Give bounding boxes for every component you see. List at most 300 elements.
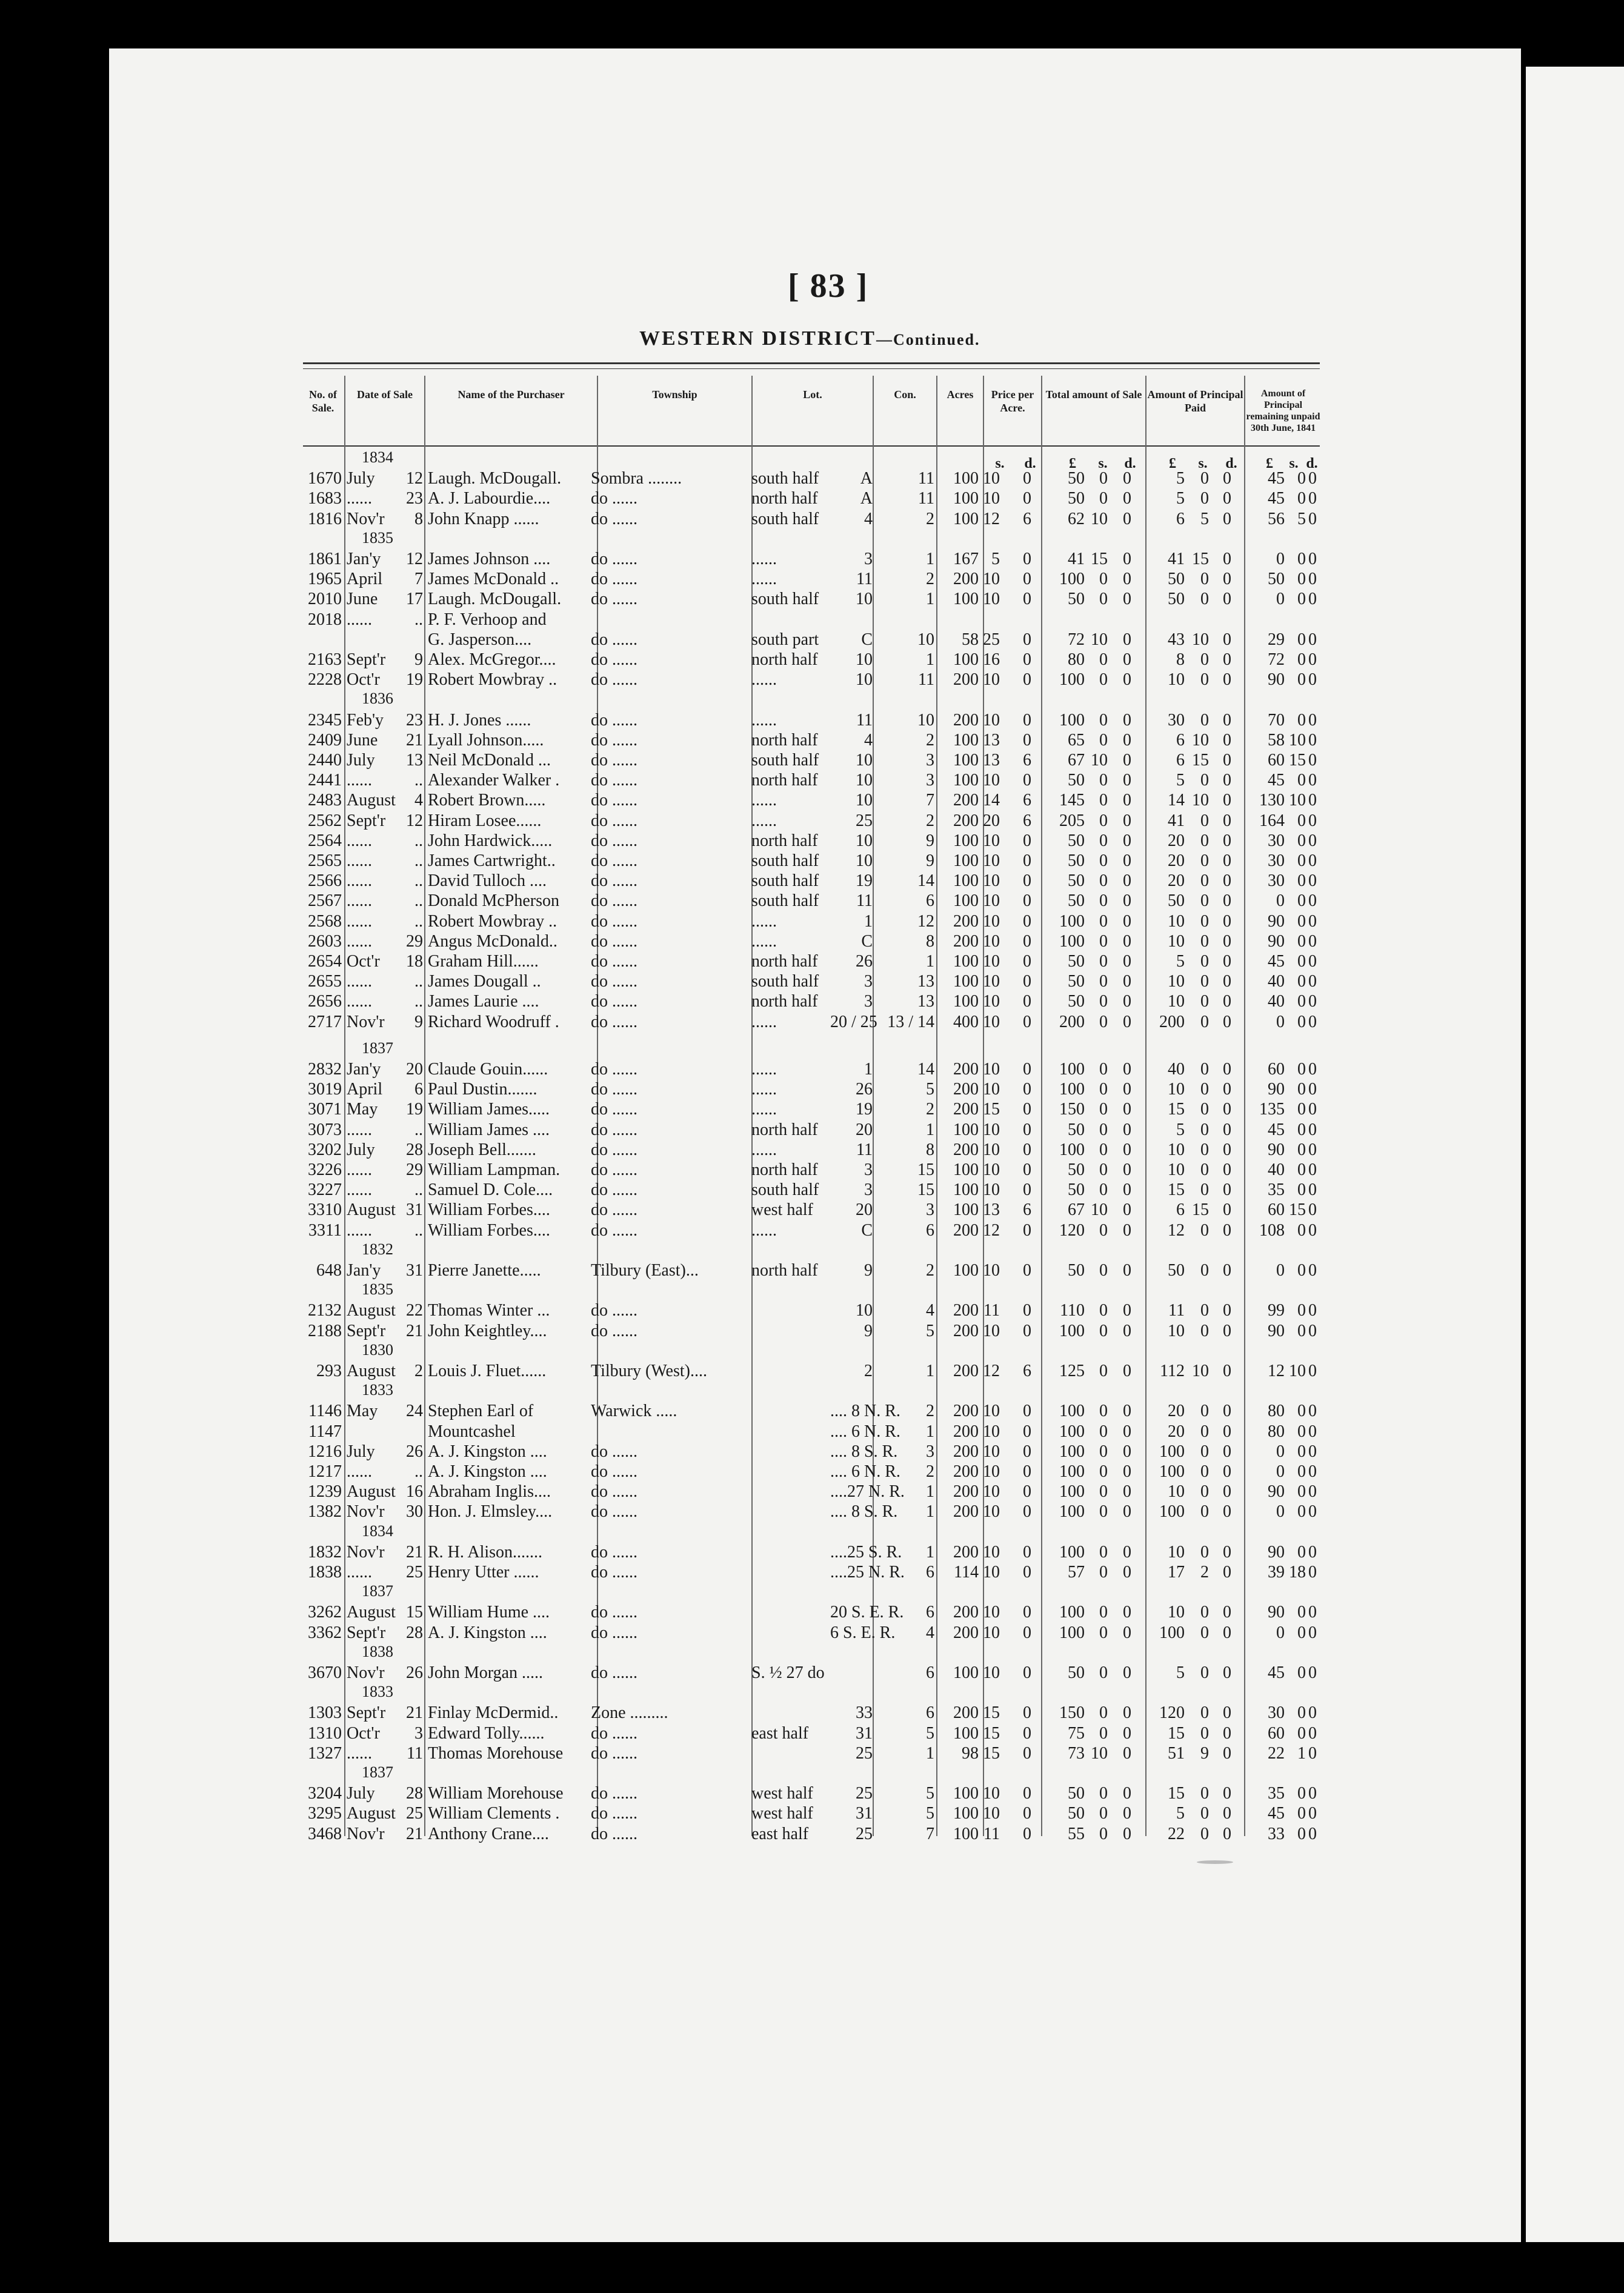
purchaser-name: James Dougall ..: [428, 972, 541, 991]
price-pence: 0: [1023, 891, 1031, 911]
paid-pence: 0: [1223, 1462, 1231, 1481]
sale-month: July: [347, 1784, 375, 1803]
unpaid-pounds: 30: [1268, 851, 1285, 870]
paid-pence: 0: [1223, 1402, 1231, 1421]
unpaid-shillings: 0: [1297, 851, 1306, 870]
sub-s: s.: [1198, 456, 1208, 471]
total-pence: 0: [1123, 1703, 1131, 1723]
year-label: 1832: [362, 1240, 393, 1258]
sale-day: 23: [406, 710, 423, 730]
purchaser-name: R. H. Alison.......: [428, 1542, 543, 1562]
paid-pounds: 10: [1168, 1603, 1185, 1622]
sale-number: 2567: [308, 891, 342, 911]
lot-part: south half: [751, 871, 819, 891]
paid-shillings: 0: [1200, 1140, 1209, 1159]
township: Tilbury (West)....: [591, 1362, 707, 1380]
unpaid-shillings: 10: [1289, 1362, 1306, 1380]
paid-shillings: 0: [1200, 1723, 1209, 1743]
price-pence: 0: [1023, 1442, 1031, 1461]
total-pounds: 50: [1068, 891, 1085, 911]
paid-pence: 0: [1223, 1012, 1231, 1031]
concession: 2: [926, 730, 934, 750]
unpaid-pence: 0: [1308, 1080, 1317, 1099]
unpaid-pounds: 50: [1268, 570, 1285, 589]
unpaid-pounds: 80: [1268, 1402, 1285, 1421]
unpaid-pence: 0: [1308, 952, 1317, 971]
table-row: [0, 1401, 1624, 1422]
acres: 100: [953, 1784, 979, 1803]
total-pence: 0: [1123, 570, 1131, 589]
purchaser-name: A. J. Kingston ....: [428, 1442, 547, 1461]
table-row: [0, 1783, 1624, 1804]
paid-pence: 0: [1223, 891, 1231, 911]
unpaid-pence: 0: [1308, 831, 1317, 850]
total-pence: 0: [1123, 1502, 1131, 1522]
sale-number: 2188: [308, 1321, 342, 1340]
sub-pound: £: [1069, 456, 1076, 471]
purchaser-name: William James.....: [428, 1100, 550, 1119]
sale-month: Oct'r: [347, 1723, 380, 1743]
lot-number: 25: [856, 1784, 873, 1803]
table-row: [0, 670, 1624, 690]
unpaid-shillings: 0: [1297, 1784, 1306, 1803]
header-township: Township: [652, 388, 697, 401]
sale-number: 1838: [308, 1563, 342, 1582]
price-shillings: 11: [983, 1301, 1000, 1320]
total-pence: 0: [1123, 509, 1131, 528]
paid-pounds: 10: [1168, 911, 1185, 931]
paid-pounds: 20: [1168, 871, 1185, 891]
unpaid-pence: 0: [1308, 871, 1317, 891]
township: do ......: [591, 851, 637, 870]
ink-smudge: [1197, 1860, 1233, 1864]
lot-part: south half: [751, 1180, 819, 1200]
total-pence: 0: [1123, 891, 1131, 911]
price-shillings: 10: [983, 992, 1000, 1011]
acres: 100: [953, 851, 979, 870]
table-row: [0, 971, 1624, 992]
sale-day: 21: [406, 730, 423, 750]
lot-number: .... 8 N. R.: [830, 1402, 900, 1421]
concession: 11: [918, 670, 934, 690]
lot-number: 10: [856, 650, 873, 669]
sale-month: ......: [347, 891, 372, 911]
sale-number: 2564: [308, 831, 342, 850]
paid-shillings: 0: [1200, 1321, 1209, 1340]
total-shillings: 10: [1091, 509, 1108, 528]
township: do ......: [591, 1623, 637, 1642]
paid-pence: 0: [1223, 1603, 1231, 1622]
paid-shillings: 0: [1200, 1703, 1209, 1723]
township: do ......: [591, 811, 637, 830]
township: do ......: [591, 509, 637, 528]
total-pounds: 100: [1059, 670, 1085, 690]
unpaid-shillings: 15: [1289, 751, 1306, 770]
total-pence: 0: [1123, 550, 1131, 568]
sale-month: ......: [347, 851, 372, 870]
acres: 200: [953, 1100, 979, 1119]
total-shillings: 0: [1099, 791, 1108, 810]
lot-number: 20: [856, 1120, 873, 1139]
total-shillings: 0: [1099, 1180, 1108, 1200]
price-pence: 6: [1023, 1362, 1031, 1380]
lot-part: ......: [751, 811, 777, 830]
lot-number: 10: [856, 771, 873, 790]
purchaser-name: Neil McDonald ...: [428, 751, 551, 770]
paid-shillings: 10: [1192, 1362, 1209, 1380]
table-row: [0, 488, 1624, 509]
concession: 1: [926, 1422, 934, 1441]
price-pence: 0: [1023, 1784, 1031, 1803]
sale-number: 2018: [308, 610, 342, 629]
lot-number: 25: [856, 811, 873, 830]
lot-part: north half: [751, 1261, 818, 1280]
purchaser-name: Alex. McGregor....: [428, 650, 556, 669]
acres: 100: [953, 730, 979, 750]
unpaid-pence: 0: [1308, 1140, 1317, 1159]
total-pence: 0: [1123, 1301, 1131, 1320]
concession: 5: [926, 1804, 934, 1823]
price-pence: 0: [1023, 570, 1031, 589]
paid-pounds: 10: [1168, 1160, 1185, 1179]
sale-number: 2345: [308, 710, 342, 730]
concession: 10: [917, 710, 934, 730]
acres: 200: [953, 1462, 979, 1481]
sale-day: ..: [414, 972, 423, 991]
concession: 1: [926, 1743, 934, 1763]
unpaid-pence: 0: [1308, 1623, 1317, 1642]
paid-pounds: 5: [1176, 1804, 1185, 1823]
township: do ......: [591, 891, 637, 911]
sale-month: August: [347, 791, 396, 810]
paid-pounds: 5: [1176, 771, 1185, 790]
paid-pence: 0: [1223, 1824, 1231, 1843]
concession: 2: [926, 1402, 934, 1421]
sale-day: 12: [406, 469, 423, 488]
sale-day: 21: [406, 1321, 423, 1340]
unpaid-shillings: 0: [1297, 1060, 1306, 1079]
sale-month: May: [347, 1100, 378, 1119]
table-row: [0, 1462, 1624, 1482]
concession: 8: [926, 931, 934, 951]
total-shillings: 0: [1099, 1703, 1108, 1723]
year-label: 1834: [362, 1522, 393, 1540]
price-pence: 0: [1023, 1723, 1031, 1743]
sale-month: August: [347, 1200, 396, 1220]
sale-day: 12: [406, 550, 423, 568]
acres: 100: [953, 1663, 979, 1682]
total-shillings: 0: [1099, 650, 1108, 669]
purchaser-name: A. J. Labourdie....: [428, 489, 551, 508]
sub-d: d.: [1124, 456, 1136, 471]
table-row: [0, 710, 1624, 731]
township: do ......: [591, 771, 637, 790]
price-shillings: 10: [983, 1060, 1000, 1079]
total-pounds: 125: [1059, 1362, 1085, 1380]
unpaid-shillings: 0: [1297, 469, 1306, 488]
purchaser-name: Donald McPherson: [428, 891, 559, 911]
price-pence: 0: [1023, 730, 1031, 750]
price-shillings: 10: [983, 1080, 1000, 1099]
header-lot: Lot.: [803, 388, 822, 401]
township: do ......: [591, 1220, 637, 1240]
sale-day: ..: [414, 911, 423, 931]
acres: 200: [953, 911, 979, 931]
total-shillings: 0: [1099, 1100, 1108, 1119]
paid-pounds: 10: [1168, 931, 1185, 951]
acres: 200: [953, 1502, 979, 1522]
lot-number: .... 6 N. R.: [830, 1462, 900, 1481]
price-shillings: 10: [983, 1422, 1000, 1441]
acres: 100: [953, 871, 979, 891]
table-row: [0, 1160, 1624, 1180]
table-row: [0, 549, 1624, 570]
table-row: [0, 851, 1624, 871]
total-shillings: 0: [1099, 891, 1108, 911]
table-row: [0, 650, 1624, 670]
sale-number: 2228: [308, 670, 342, 690]
unpaid-pounds: 35: [1268, 1180, 1285, 1200]
price-pence: 0: [1023, 1140, 1031, 1159]
unpaid-pounds: 90: [1268, 931, 1285, 951]
total-pence: 0: [1123, 791, 1131, 810]
acres: 100: [953, 469, 979, 488]
paid-pence: 0: [1223, 931, 1231, 951]
township: do ......: [591, 992, 637, 1011]
acres: 100: [953, 489, 979, 508]
total-shillings: 15: [1091, 550, 1108, 568]
paid-pence: 0: [1223, 952, 1231, 971]
sale-day: ..: [414, 851, 423, 870]
price-pence: 0: [1023, 1120, 1031, 1139]
sale-month: ......: [347, 1563, 372, 1582]
total-pence: 0: [1123, 1220, 1131, 1240]
price-shillings: 10: [983, 670, 1000, 690]
purchaser-name: Hiram Losee......: [428, 811, 542, 830]
header-price: Price per Acre.: [991, 388, 1034, 414]
unpaid-pounds: 90: [1268, 670, 1285, 690]
unpaid-pence: 0: [1308, 710, 1317, 730]
unpaid-shillings: 0: [1297, 891, 1306, 911]
table-row: [0, 1482, 1624, 1502]
sub-s: s.: [1098, 456, 1108, 471]
table-row: [0, 569, 1624, 590]
township: do ......: [591, 550, 637, 568]
paid-shillings: 9: [1200, 1743, 1209, 1763]
total-pence: 0: [1123, 650, 1131, 669]
unpaid-pounds: 30: [1268, 831, 1285, 850]
paid-pence: 0: [1223, 1080, 1231, 1099]
price-shillings: 10: [983, 931, 1000, 951]
header-acres: Acres: [947, 388, 974, 401]
sale-day: 25: [406, 1563, 423, 1582]
sale-number: 3071: [308, 1100, 342, 1119]
paid-pence: 0: [1223, 1422, 1231, 1441]
paid-pounds: 112: [1160, 1362, 1185, 1380]
sale-number: 3204: [308, 1784, 342, 1803]
sale-day: 7: [414, 570, 423, 589]
unpaid-pounds: 45: [1268, 469, 1285, 488]
paid-shillings: 15: [1192, 1200, 1209, 1220]
paid-shillings: 15: [1192, 550, 1209, 568]
sale-month: ......: [347, 610, 372, 629]
township: do ......: [591, 670, 637, 690]
total-pounds: 75: [1068, 1723, 1085, 1743]
price-pence: 0: [1023, 1603, 1031, 1622]
sale-number: 1146: [308, 1402, 342, 1421]
price-pence: 0: [1023, 1804, 1031, 1823]
sub-d: d.: [1024, 456, 1036, 471]
paid-pounds: 100: [1159, 1502, 1185, 1522]
sale-month: Nov'r: [347, 1824, 385, 1843]
table-row: [0, 1824, 1624, 1845]
acres: 200: [953, 791, 979, 810]
township: do ......: [591, 1824, 637, 1843]
sale-number: 3226: [308, 1160, 342, 1179]
sale-day: 29: [406, 931, 423, 951]
township: do ......: [591, 831, 637, 850]
paid-shillings: 0: [1200, 1012, 1209, 1031]
purchaser-name: Thomas Winter ...: [428, 1301, 550, 1320]
lot-part: south half: [751, 891, 819, 911]
paid-shillings: 0: [1200, 469, 1209, 488]
total-shillings: 0: [1099, 489, 1108, 508]
sale-month: Nov'r: [347, 1542, 385, 1562]
lot-part: ......: [751, 931, 777, 951]
unpaid-pence: 0: [1308, 1100, 1317, 1119]
unpaid-shillings: 0: [1297, 1140, 1306, 1159]
total-pounds: 50: [1068, 1261, 1085, 1280]
concession: 7: [926, 791, 934, 810]
lot-number: 26: [856, 952, 873, 971]
total-pounds: 50: [1068, 871, 1085, 891]
township: do ......: [591, 590, 637, 609]
total-shillings: 0: [1099, 1442, 1108, 1461]
lot-number: 9: [864, 1261, 873, 1280]
total-pence: 0: [1123, 1603, 1131, 1622]
unpaid-pounds: 45: [1268, 1120, 1285, 1139]
price-shillings: 15: [983, 1703, 1000, 1723]
sale-number: 1147: [308, 1422, 342, 1441]
sale-month: May: [347, 1402, 378, 1421]
header-rule-bottom: [303, 445, 1320, 447]
purchaser-name: Stephen Earl of: [428, 1402, 534, 1421]
sale-day: ..: [414, 891, 423, 911]
unpaid-pence: 0: [1308, 1402, 1317, 1421]
price-shillings: 10: [983, 1402, 1000, 1421]
paid-pence: 0: [1223, 1220, 1231, 1240]
paid-pence: 0: [1223, 1623, 1231, 1642]
paid-pounds: 43: [1168, 630, 1185, 649]
paid-pence: 0: [1223, 630, 1231, 649]
price-pence: 0: [1023, 469, 1031, 488]
header-con: Con.: [894, 388, 916, 401]
sub-d: d.: [1225, 456, 1237, 471]
unpaid-shillings: 0: [1297, 1442, 1306, 1461]
sale-day: 8: [414, 509, 423, 528]
concession: 1: [926, 1502, 934, 1522]
sale-number: 2483: [308, 791, 342, 810]
acres: 100: [953, 751, 979, 770]
price-pence: 0: [1023, 911, 1031, 931]
price-shillings: 16: [983, 650, 1000, 669]
unpaid-pence: 0: [1308, 811, 1317, 830]
lot-number: 19: [856, 1100, 873, 1119]
sale-month: Sept'r: [347, 650, 386, 669]
acres: 200: [953, 710, 979, 730]
paid-shillings: 0: [1200, 1220, 1209, 1240]
township: do ......: [591, 1301, 637, 1320]
total-pounds: 100: [1059, 1060, 1085, 1079]
table-row: [0, 1703, 1624, 1723]
unpaid-shillings: 0: [1297, 570, 1306, 589]
purchaser-name: John Knapp ......: [428, 509, 539, 528]
concession: 14: [917, 1060, 934, 1079]
lot-part: ......: [751, 570, 777, 589]
paid-pence: 0: [1223, 1502, 1231, 1522]
lot-number: 25: [856, 1824, 873, 1843]
township: do ......: [591, 1723, 637, 1743]
total-pounds: 50: [1068, 771, 1085, 790]
concession: 6: [926, 1603, 934, 1622]
table-row: [0, 1120, 1624, 1140]
sale-month: Sept'r: [347, 811, 386, 830]
purchaser-name: A. J. Kingston ....: [428, 1623, 547, 1642]
lot-part: south part: [751, 630, 819, 649]
price-pence: 0: [1023, 710, 1031, 730]
total-shillings: 0: [1099, 1012, 1108, 1031]
price-pence: 0: [1023, 831, 1031, 850]
unpaid-shillings: 0: [1297, 590, 1306, 609]
price-pence: 0: [1023, 1220, 1031, 1240]
unpaid-shillings: 0: [1297, 1723, 1306, 1743]
paid-shillings: 0: [1200, 1482, 1209, 1502]
paid-pounds: 6: [1176, 509, 1185, 528]
total-pounds: 100: [1059, 911, 1085, 931]
acres: 200: [953, 670, 979, 690]
sale-number: 2409: [308, 730, 342, 750]
township: do ......: [591, 1012, 637, 1031]
paid-pence: 0: [1223, 771, 1231, 790]
total-pence: 0: [1123, 1100, 1131, 1119]
lot-number: 1: [864, 911, 873, 931]
sale-month: June: [347, 590, 378, 609]
sale-day: 21: [406, 1824, 423, 1843]
acres: 100: [953, 771, 979, 790]
sale-number: 1861: [308, 550, 342, 568]
acres: 200: [953, 1301, 979, 1320]
table-row: [0, 911, 1624, 932]
sale-number: 2566: [308, 871, 342, 891]
unpaid-pounds: 90: [1268, 1542, 1285, 1562]
concession: 6: [926, 891, 934, 911]
purchaser-name: James McDonald ..: [428, 570, 559, 589]
price-shillings: 10: [983, 710, 1000, 730]
unpaid-shillings: 0: [1297, 1160, 1306, 1179]
table-row: [0, 1562, 1624, 1583]
acres: 100: [953, 972, 979, 991]
lot-part: north half: [751, 952, 818, 971]
sale-month: Oct'r: [347, 952, 380, 971]
acres: 100: [953, 1723, 979, 1743]
price-shillings: 10: [983, 831, 1000, 850]
unpaid-pence: 0: [1308, 630, 1317, 649]
total-shillings: 0: [1099, 1402, 1108, 1421]
sale-month: ......: [347, 489, 372, 508]
sale-day: 12: [406, 811, 423, 830]
table-row: [0, 790, 1624, 811]
total-pounds: 50: [1068, 1663, 1085, 1682]
